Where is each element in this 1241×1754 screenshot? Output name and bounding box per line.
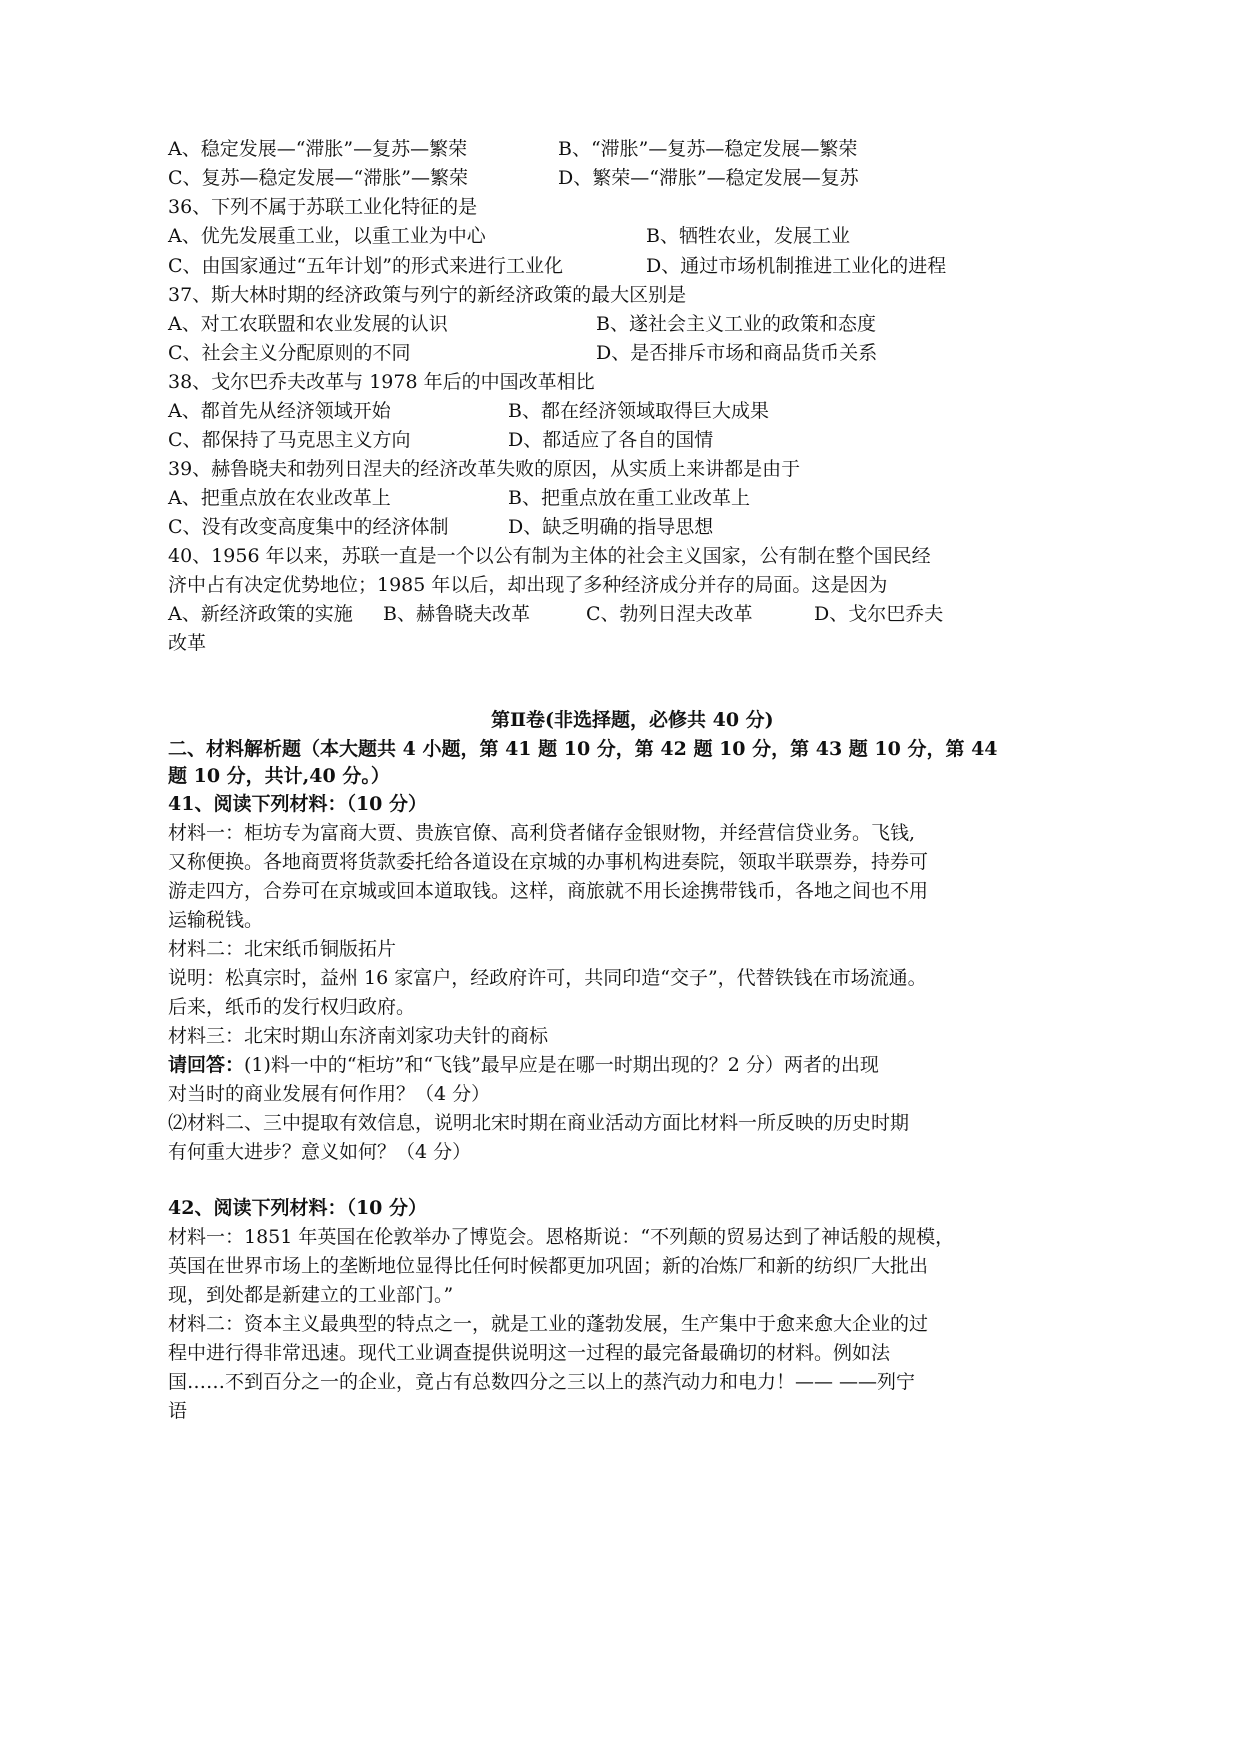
- q41-material-2-note-line-2: 后来，纸币的发行权归政府。: [168, 996, 416, 1018]
- q39-option-d: D、缺乏明确的指导思想: [508, 516, 714, 538]
- q40-option-b: B、赫鲁晓夫改革: [383, 603, 530, 625]
- q36-stem: 36、下列不属于苏联工业化特征的是: [168, 196, 478, 218]
- q42-material-1-line-2: 英国在世界市场上的垄断地位显得比任何时候都更加巩固；新的冶炼厂和新的纺织厂大批出: [168, 1255, 929, 1277]
- q40-stem-line-1: 40、1956 年以来，苏联一直是一个以公有制为主体的社会主义国家，公有制在整个国民经: [168, 545, 931, 567]
- q35-option-b: B、“滞胀”—复苏—稳定发展—繁荣: [558, 138, 858, 160]
- q40-option-c: C、勃列日涅夫改革: [586, 603, 753, 625]
- q35-option-a: A、稳定发展—“滞胀”—复苏—繁荣: [168, 138, 468, 160]
- q42-material-2-line-1: 材料二：资本主义最典型的特点之一，就是工业的蓬勃发展，生产集中于愈来愈大企业的过: [168, 1313, 929, 1335]
- q35-option-d: D、繁荣—“滞胀”—稳定发展—复苏: [558, 167, 859, 189]
- q42-material-2-line-2: 程中进行得非常迅速。现代工业调查提供说明这一过程的最完备最确切的材料。例如法: [168, 1342, 891, 1364]
- q38-option-b: B、都在经济领域取得巨大成果: [508, 400, 769, 422]
- q37-stem: 37、斯大林时期的经济政策与列宁的新经济政策的最大区别是: [168, 284, 687, 306]
- q41-material-1-line-1: 材料一：柜坊专为富商大贾、贵族官僚、高利贷者储存金银财物，并经营信贷业务。飞钱,: [168, 822, 916, 844]
- q39-stem: 39、赫鲁晓夫和勃列日涅夫的经济改革失败的原因，从实质上来讲都是由于: [168, 458, 801, 480]
- q40-option-d-continued: 改革: [168, 632, 207, 654]
- q40-option-a: A、新经济政策的实施: [168, 603, 353, 625]
- q42-material-1-line-1: 材料一：1851 年英国在伦敦举办了博览会。恩格斯说：“不列颠的贸易达到了神话般的规模，: [168, 1226, 955, 1248]
- q39-option-a: A、把重点放在农业改革上: [168, 487, 391, 509]
- q36-option-a: A、优先发展重工业，以重工业为中心: [168, 225, 486, 247]
- q41-question-line-1: [168, 1053, 879, 1077]
- q41-material-3: 材料三：北宋时期山东济南刘家功夫针的商标: [168, 1025, 549, 1047]
- q36-option-d: D、通过市场机制推进工业化的进程: [646, 255, 947, 277]
- q36-option-b: B、牺牲农业，发展工业: [646, 225, 850, 247]
- q37-option-a: A、对工农联盟和农业发展的认识: [168, 313, 448, 335]
- q42-material-2-line-3: 国……不到百分之一的企业，竟占有总数四分之三以上的蒸汽动力和电力！—— ——列宁: [168, 1371, 916, 1393]
- q42-title: 42、阅读下列材料：（10 分）: [168, 1197, 427, 1219]
- q41-material-1-line-3: 游走四方，合券可在京城或回本道取钱。这样，商旅就不用长途携带钱币，各地之间也不用: [168, 880, 929, 902]
- q40-option-d: D、戈尔巴乔夫: [814, 603, 944, 625]
- q41-material-2-note-line-1: 说明：松真宗时，益州 16 家富户，经政府许可，共同印造“交子”，代替铁钱在市场流通。: [168, 967, 927, 989]
- q39-option-b: B、把重点放在重工业改革上: [508, 487, 750, 509]
- q41-ask-text: (1)料一中的“柜坊”和“飞钱”最早应是在哪一时期出现的？2 分）两者的出现: [244, 1054, 879, 1076]
- q38-option-d: D、都适应了各自的国情: [508, 429, 714, 451]
- q41-question-line-3: ⑵材料二、三中提取有效信息，说明北宋时期在商业活动方面比材料一所反映的历史时期: [168, 1112, 910, 1134]
- q40-stem-line-2: 济中占有决定优势地位；1985 年以后，却出现了多种经济成分并存的局面。这是因为: [168, 574, 888, 596]
- q37-option-b: B、遂社会主义工业的政策和态度: [596, 313, 876, 335]
- q41-question-line-4: 有何重大进步？意义如何？（4 分）: [168, 1141, 472, 1163]
- q38-stem: 38、戈尔巴乔夫改革与 1978 年后的中国改革相比: [168, 371, 595, 393]
- q41-material-1-line-2: 又称便换。各地商贾将货款委托给各道设在京城的办事机构进奏院，领取半联票券，持券可: [168, 851, 929, 873]
- q41-material-1-line-4: 运输税钱。: [168, 909, 264, 931]
- q41-ask-label: 请回答：: [168, 1054, 245, 1076]
- q37-option-c: C、社会主义分配原则的不同: [168, 342, 411, 364]
- q41-title: 41、阅读下列材料：（10 分）: [168, 793, 427, 815]
- q41-material-2: 材料二：北宋纸币铜版拓片: [168, 938, 397, 960]
- q38-option-a: A、都首先从经济领域开始: [168, 400, 391, 422]
- q42-material-2-line-4: 语: [168, 1400, 188, 1422]
- q35-option-c: C、复苏—稳定发展—“滞胀”—繁荣: [168, 167, 468, 189]
- q42-material-1-line-3: 现，到处都是新建立的工业部门。”: [168, 1284, 454, 1306]
- section-heading-line-2: 题 10 分，共计,40 分。）: [168, 765, 390, 787]
- q38-option-c: C、都保持了马克思主义方向: [168, 429, 411, 451]
- volume-title: 第Ⅱ卷(非选择题，必修共 40 分): [491, 709, 774, 731]
- q41-question-line-2: 对当时的商业发展有何作用？（4 分）: [168, 1083, 491, 1105]
- q37-option-d: D、是否排斥市场和商品货币关系: [596, 342, 878, 364]
- section-heading-line-1: 二、材料解析题（本大题共 4 小题，第 41 题 10 分，第 42 题 10 分，第 43 题 10 分，第 44: [168, 738, 998, 760]
- q36-option-c: C、由国家通过“五年计划”的形式来进行工业化: [168, 255, 563, 277]
- q39-option-c: C、没有改变高度集中的经济体制: [168, 516, 449, 538]
